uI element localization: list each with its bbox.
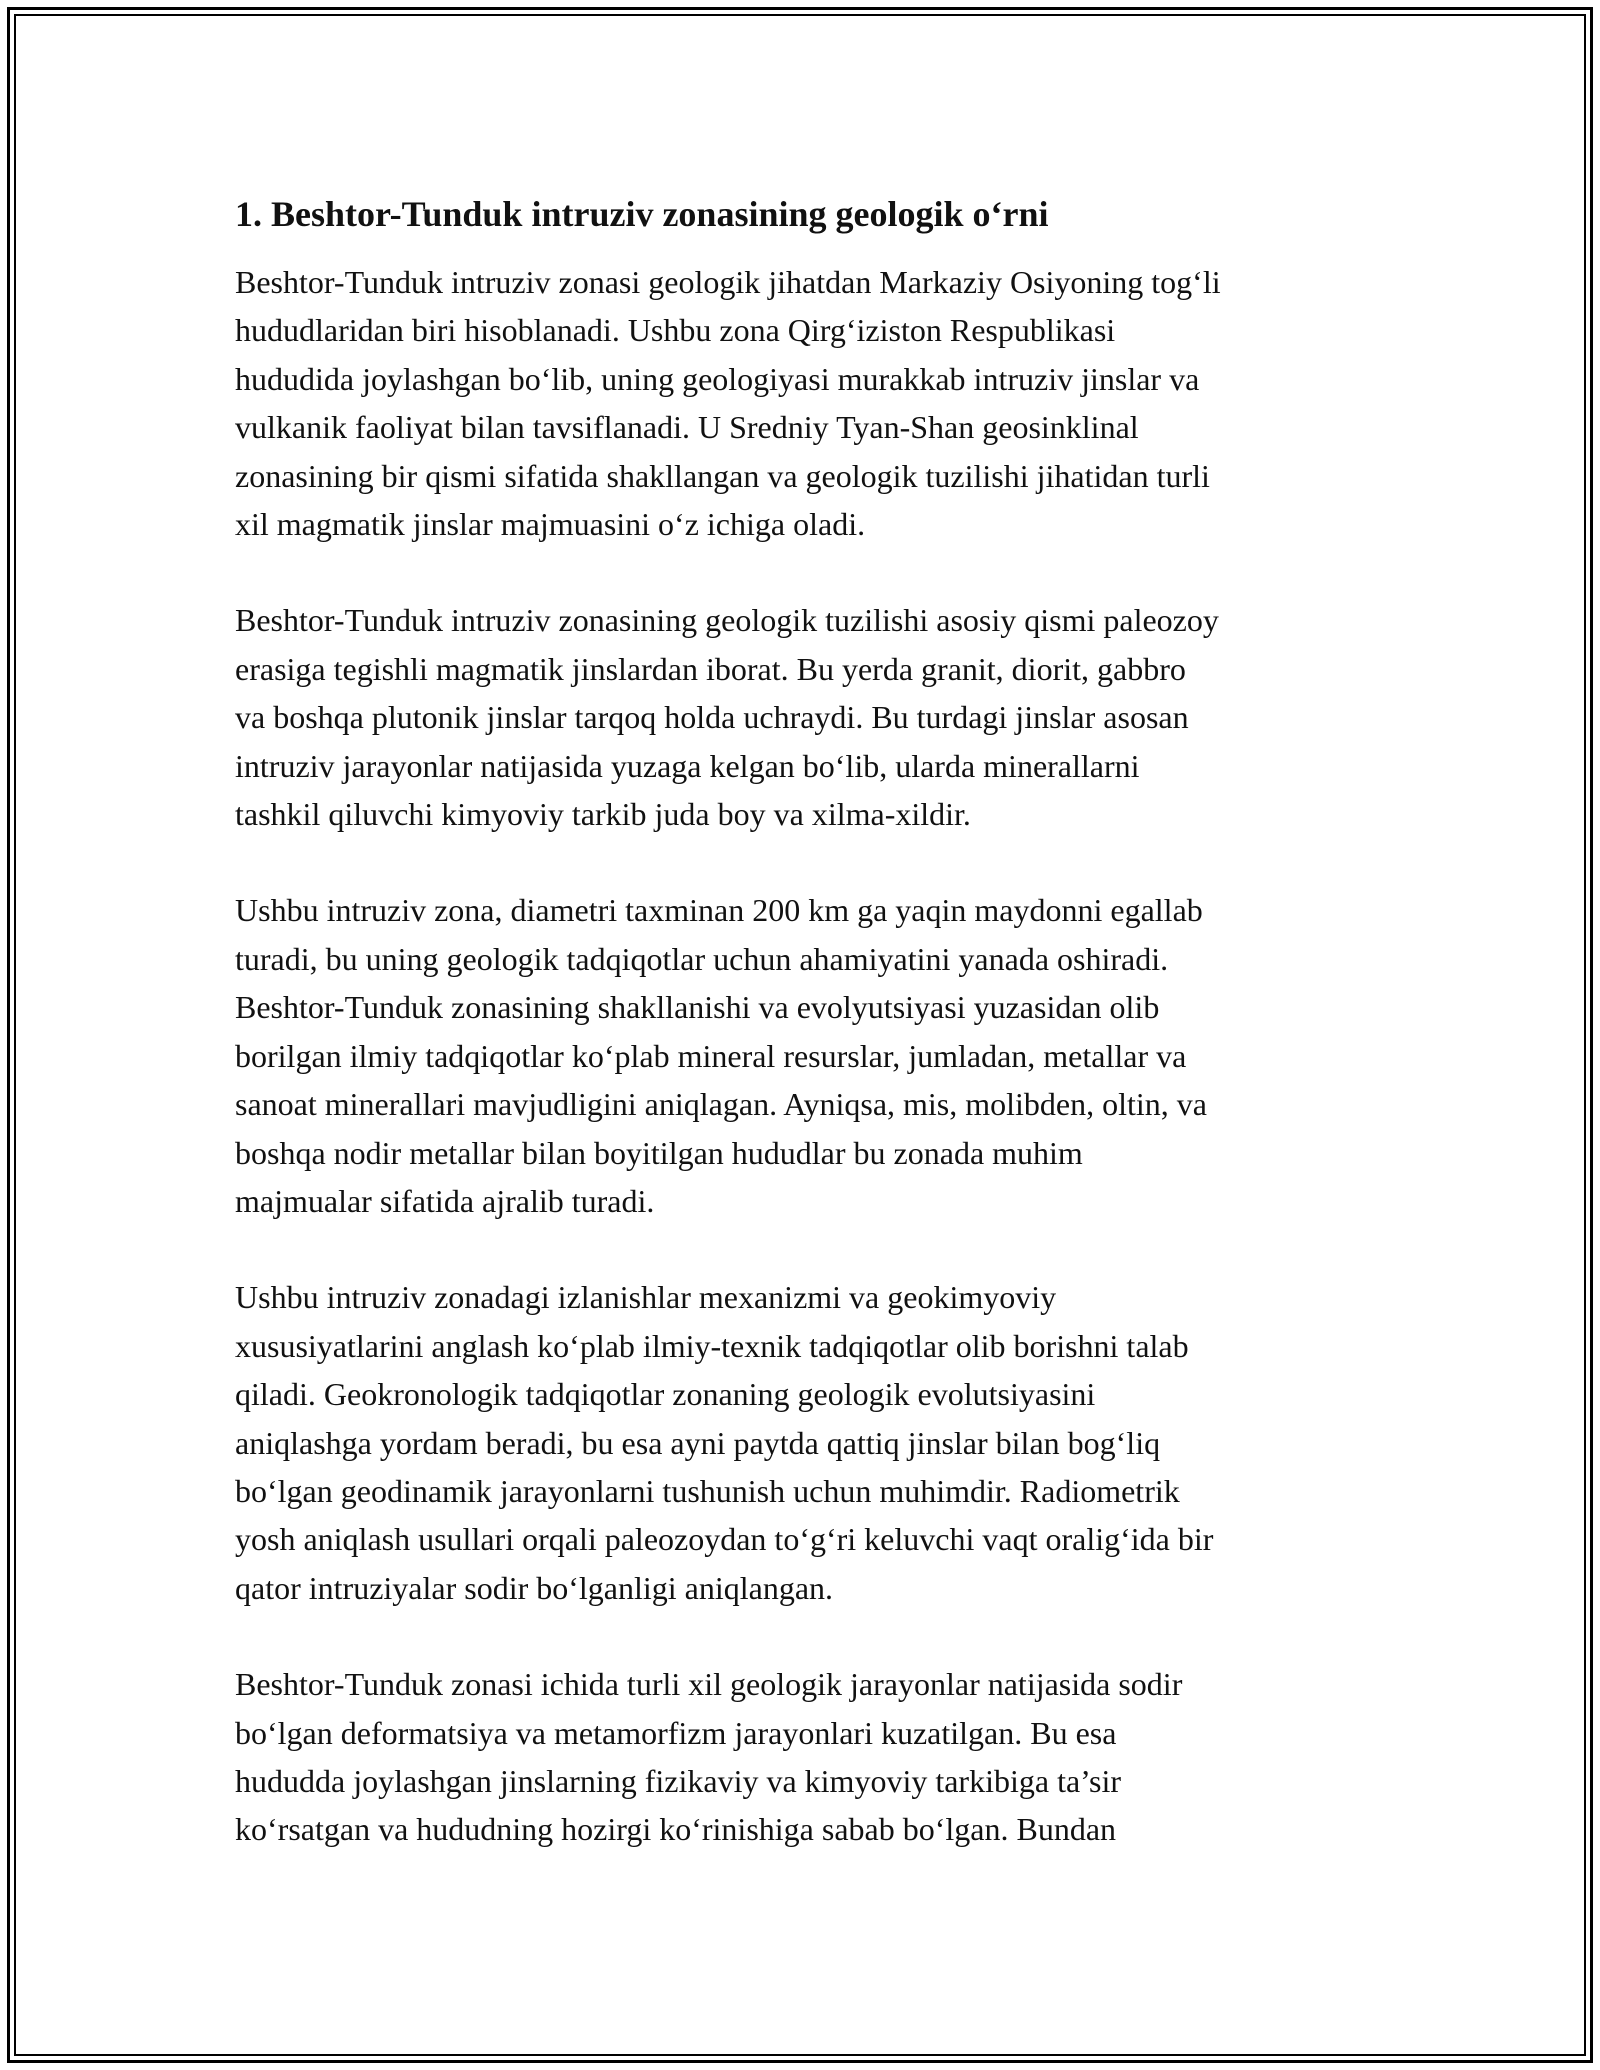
document-page [235,190,1375,1902]
paragraph-5: Beshtor-Tunduk zonasi ichida turli xil geologik jarayonlar natijasida sodir bo‘lgan deformatsiya va metamorfizm jarayonlari kuzatilgan. Bu esa hududda joylashgan jinslarning fizikaviy va kimyoviy tarkibiga ta’sir ko‘rsatgan va hududning hozirgi ko‘rinishiga sabab bo‘lgan. Bundan [235,1666,1183,1848]
paragraph-3: Ushbu intruziv zona, diametri taxminan 200 km ga yaqin maydonni egallab turadi, bu uning geologik tadqiqotlar uchun ahamiyatini yanada oshiradi. Beshtor-Tunduk zonasining shakllanishi va evolyutsiyasi yuzasidan olib borilgan ilmiy tadqiqotlar ko‘plab mineral resurslar, jumladan, metallar va sanoat minerallari mavjudligini aniqlagan. Ayniqsa, mis, molibden, oltin, va boshqa nodir metallar bilan boyitilgan hududlar bu zonada muhim majmualar sifatida ajralib turadi. [235,892,1207,1219]
paragraph-1: Beshtor-Tunduk intruziv zonasi geologik jihatdan Markaziy Osiyoning tog‘li hududlaridan biri hisoblanadi. Ushbu zona Qirg‘iziston Respublikasi hududida joylashgan bo‘lib, uning geologiyasi murakkab intruziv jinslar va vulkanik faoliyat bilan tavsiflanadi. U Sredniy Tyan-Shan geosinklinal zonasining bir qismi sifatida shakllangan va geologik tuzilishi jihatidan turli xil magmatik jinslar majmuasini o‘z ichiga oladi. [235,264,1221,543]
paragraph-2: Beshtor-Tunduk intruziv zonasining geologik tuzilishi asosiy qismi paleozoy erasiga tegishli magmatik jinslardan iborat. Bu yerda granit, diorit, gabbro va boshqa plutonik jinslar tarqoq holda uchraydi. Bu turdagi jinslar asosan intruziv jarayonlar natijasida yuzaga kelgan bo‘lib, ularda minerallarni tashkil qiluvchi kimyoviy tarkib juda boy va xilma-xildir. [235,602,1219,833]
paragraph-4: Ushbu intruziv zonadagi izlanishlar mexanizmi va geokimyoviy xususiyatlarini anglash ko‘plab ilmiy-texnik tadqiqotlar olib borishni talab qiladi. Geokronologik tadqiqotlar zonaning geologik evolutsiyasini aniqlashga yordam beradi, bu esa ayni paytda qattiq jinslar bilan bog‘liq bo‘lgan geodinamik jarayonlarni tushunish uchun muhimdir. Radiometrik yosh aniqlash usullari orqali paleozoydan to‘g‘ri keluvchi vaqt oralig‘ida bir qator intruziyalar sodir bo‘lganligi aniqlangan. [235,1279,1214,1606]
section-heading: 1. Beshtor-Tunduk intruziv zonasining geologik o‘rni [235,194,1049,234]
